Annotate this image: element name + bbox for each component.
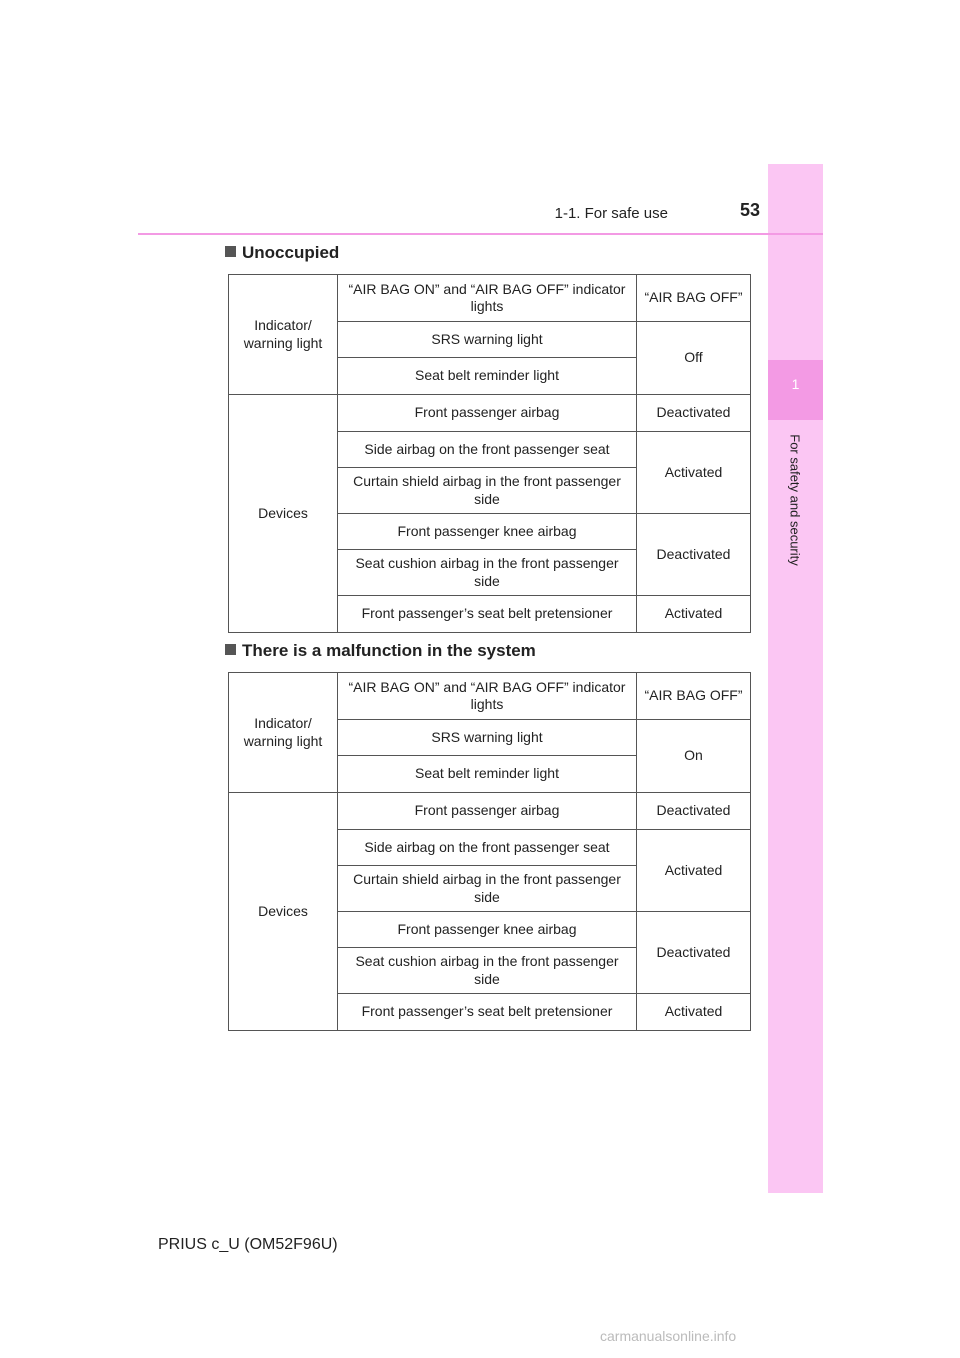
airbag-lights-value: “AIR BAG OFF” <box>637 275 751 322</box>
side-curtain-value: Activated <box>637 830 751 912</box>
section-heading-malfunction <box>225 641 536 661</box>
knee-cushion-value: Deactivated <box>637 514 751 596</box>
knee-airbag-label: Front passenger knee airbag <box>338 514 637 550</box>
section-heading-unoccupied <box>225 243 339 263</box>
side-airbag-label: Side airbag on the front passenger seat <box>338 432 637 468</box>
watermark: carmanualsonline.info <box>600 1328 737 1344</box>
srs-warning-label: SRS warning light <box>338 720 637 756</box>
airbag-lights-label: “AIR BAG ON” and “AIR BAG OFF” indicator lights <box>338 673 637 720</box>
curtain-airbag-label: Curtain shield airbag in the front passenger side <box>338 866 637 912</box>
table-row <box>229 793 751 830</box>
devices-label-cell: Devices <box>229 793 338 1031</box>
front-airbag-label: Front passenger airbag <box>338 793 637 830</box>
srs-seatbelt-value: Off <box>637 322 751 395</box>
devices-label-cell: Devices <box>229 395 338 633</box>
seat-belt-reminder-label: Seat belt reminder light <box>338 358 637 395</box>
cushion-airbag-label: Seat cushion airbag in the front passenger side <box>338 550 637 596</box>
heading-text: There is a malfunction in the system <box>242 641 536 660</box>
front-airbag-label: Front passenger airbag <box>338 395 637 432</box>
pretensioner-label: Front passenger’s seat belt pretensioner <box>338 596 637 633</box>
table-row <box>229 673 751 720</box>
airbag-lights-label: “AIR BAG ON” and “AIR BAG OFF” indicator lights <box>338 275 637 322</box>
square-bullet-icon <box>225 246 236 257</box>
side-airbag-label: Side airbag on the front passenger seat <box>338 830 637 866</box>
front-airbag-value: Deactivated <box>637 793 751 830</box>
indicator-label-cell: Indicator/ warning light <box>229 673 338 793</box>
square-bullet-icon <box>225 644 236 655</box>
srs-warning-label: SRS warning light <box>338 322 637 358</box>
status-table-unoccupied <box>228 274 751 633</box>
page-number: 53 <box>739 200 760 220</box>
pretensioner-label: Front passenger’s seat belt pretensioner <box>338 994 637 1031</box>
chapter-title: For safety and security <box>787 434 803 566</box>
header-divider <box>138 233 823 235</box>
srs-seatbelt-value: On <box>637 720 751 793</box>
pretensioner-value: Activated <box>637 994 751 1031</box>
cushion-airbag-label: Seat cushion airbag in the front passenger side <box>338 948 637 994</box>
chapter-number: 1 <box>791 376 800 392</box>
curtain-airbag-label: Curtain shield airbag in the front passenger side <box>338 468 637 514</box>
footer-model: PRIUS c_U (OM52F96U) <box>158 1236 338 1253</box>
heading-text: Unoccupied <box>242 243 340 262</box>
status-table-malfunction <box>228 672 751 1031</box>
pretensioner-value: Activated <box>637 596 751 633</box>
chapter-sidebar <box>768 164 823 1193</box>
knee-cushion-value: Deactivated <box>637 912 751 994</box>
section-title: 1-1. For safe use <box>554 205 668 222</box>
table-row <box>229 275 751 322</box>
seat-belt-reminder-label: Seat belt reminder light <box>338 756 637 793</box>
side-curtain-value: Activated <box>637 432 751 514</box>
indicator-label-cell: Indicator/ warning light <box>229 275 338 395</box>
table-row <box>229 395 751 432</box>
knee-airbag-label: Front passenger knee airbag <box>338 912 637 948</box>
airbag-lights-value: “AIR BAG OFF” <box>637 673 751 720</box>
front-airbag-value: Deactivated <box>637 395 751 432</box>
